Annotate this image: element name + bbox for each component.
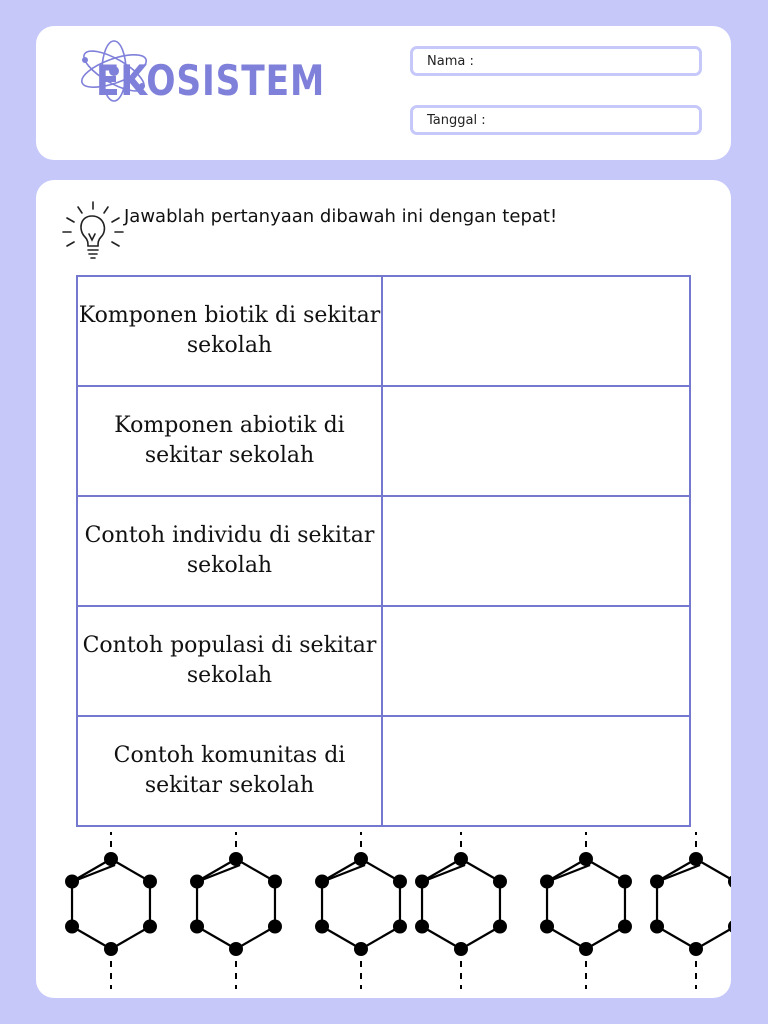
question-table [76,275,691,827]
question-cell: Contoh populasi di sekitar sekolah [77,606,382,716]
answer-input[interactable] [383,387,689,495]
name-input[interactable] [480,53,699,70]
answer-cell[interactable] [382,386,690,496]
page-title: EKOSISTEM [96,56,326,105]
name-label: Nama : [427,53,474,69]
answer-input[interactable] [383,277,689,385]
molecule-chain-icon [36,832,731,998]
answer-input[interactable] [383,717,689,825]
table-row [77,496,690,606]
table-row [77,716,690,826]
question-cell: Komponen abiotik di sekitar sekolah [77,386,382,496]
header-card [36,26,731,160]
name-field[interactable] [410,46,702,76]
question-cell: Contoh komunitas di sekitar sekolah [77,716,382,826]
date-input[interactable] [492,112,699,129]
table-row [77,606,690,716]
date-label: Tanggal : [427,112,486,128]
worksheet-card [36,180,731,998]
answer-cell[interactable] [382,716,690,826]
question-cell: Contoh individu di sekitar sekolah [77,496,382,606]
instruction-text: Jawablah pertanyaan dibawah ini dengan tepat! [124,206,558,227]
answer-input[interactable] [383,607,689,715]
question-cell: Komponen biotik di sekitar sekolah [77,276,382,386]
table-row [77,276,690,386]
answer-input[interactable] [383,497,689,605]
answer-cell[interactable] [382,606,690,716]
table-row [77,386,690,496]
date-field[interactable] [410,105,702,135]
lightbulb-icon [58,196,130,266]
answer-cell[interactable] [382,276,690,386]
answer-cell[interactable] [382,496,690,606]
